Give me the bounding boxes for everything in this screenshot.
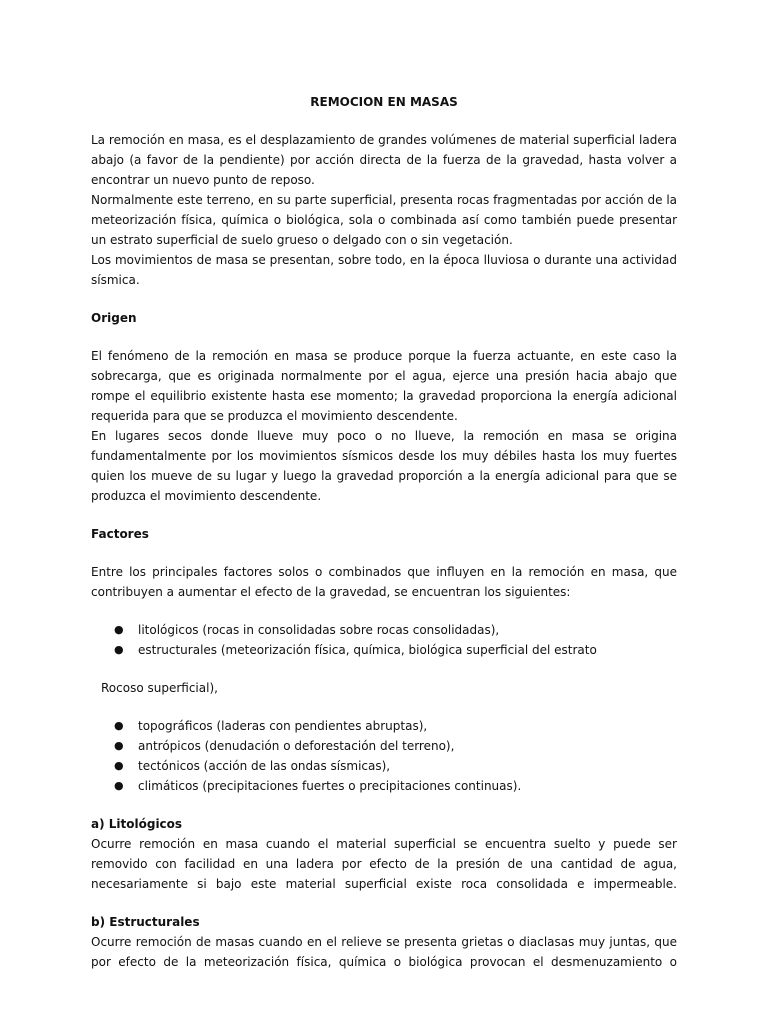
bullet-icon: ● [114,719,124,732]
list-item [91,736,677,756]
intro-section [91,130,677,290]
list-item [91,776,677,796]
estructurales-heading: b) Estructurales [91,915,200,929]
factores-list-a [91,620,677,660]
bullet-icon: ● [114,643,124,656]
list-item [91,640,677,660]
origen-paragraph: En lugares secos donde llueve muy poco o no llueve, la remoción en masa se origina fundamentalmente por los movimientos sísmicos desde los muy débiles hasta los muy fuertes quien los mueve de su lugar y luego la gravedad proporción a la energía adicional para que se produzca el movimiento descendente. [91,429,677,503]
bullet-icon: ● [114,739,124,752]
list-item-text: antrópicos (denudación o deforestación del terreno), [138,739,455,753]
litologicos-section [91,814,677,894]
factores-intro: Entre los principales factores solos o combinados que influyen en la remoción en masa, que contribuyen a aumentar el efecto de la gravedad, se encuentran los siguientes: [91,565,677,599]
origen-section [91,308,677,506]
estructurales-paragraph: Ocurre remoción de masas cuando en el relieve se presenta grietas o diaclasas muy juntas, que por efecto de la meteorización física, química o biológica provocan el desmenuzamiento o [91,935,677,969]
factores-list-b [91,716,677,796]
litologicos-heading: a) Litológicos [91,817,183,831]
origen-heading: Origen [91,311,137,325]
list-item-text: climáticos (precipitaciones fuertes o precipitaciones continuas). [138,779,522,793]
bullet-icon: ● [114,623,124,636]
estructurales-section [91,912,677,972]
litologicos-paragraph: Ocurre remoción en masa cuando el material superficial se encuentra suelto y puede ser removido con facilidad en una ladera por efecto de la presión de una cantidad de agua, necesariamente si bajo este material superficial existe roca consolidada e impermeable. [91,837,677,891]
list-item-text: topográficos (laderas con pendientes abruptas), [138,719,428,733]
bullet-icon: ● [114,779,124,792]
factores-heading: Factores [91,527,149,541]
factores-section [91,524,677,796]
bullet-icon: ● [114,759,124,772]
list-item-text: tectónicos (acción de las ondas sísmicas), [138,759,391,773]
list-item [91,716,677,736]
list-item-text: estructurales (meteorización física, química, biológica superficial del estrato [138,643,597,657]
intro-paragraph: La remoción en masa, es el desplazamiento de grandes volúmenes de material superficial ladera abajo (a favor de la pendiente) por acción directa de la fuerza de la gravedad, hasta volver a encontrar un nuevo punto de reposo. [91,133,677,187]
intro-paragraph: Normalmente este terreno, en su parte superficial, presenta rocas fragmentadas por acción de la meteorización física, química o biológica, sola o combinada así como también puede presentar un estrato superficial de suelo grueso o delgado con o sin vegetación. [91,193,677,247]
document-page [91,92,677,972]
list-continuation: Rocoso superficial), [101,681,218,695]
origen-paragraph: El fenómeno de la remoción en masa se produce porque la fuerza actuante, en este caso la sobrecarga, que es originada normalmente por el agua, ejerce una presión hacia abajo que rompe el equilibrio existente hasta ese momento; la gravedad proporciona la energía adicional requerida para que se produzca el movimiento descendente. [91,349,677,423]
document-title: REMOCION EN MASAS [310,95,458,109]
list-item-text: litológicos (rocas in consolidadas sobre rocas consolidadas), [138,623,500,637]
list-item [91,620,677,640]
intro-paragraph: Los movimientos de masa se presentan, sobre todo, en la época lluviosa o durante una actividad sísmica. [91,253,677,287]
list-item [91,756,677,776]
